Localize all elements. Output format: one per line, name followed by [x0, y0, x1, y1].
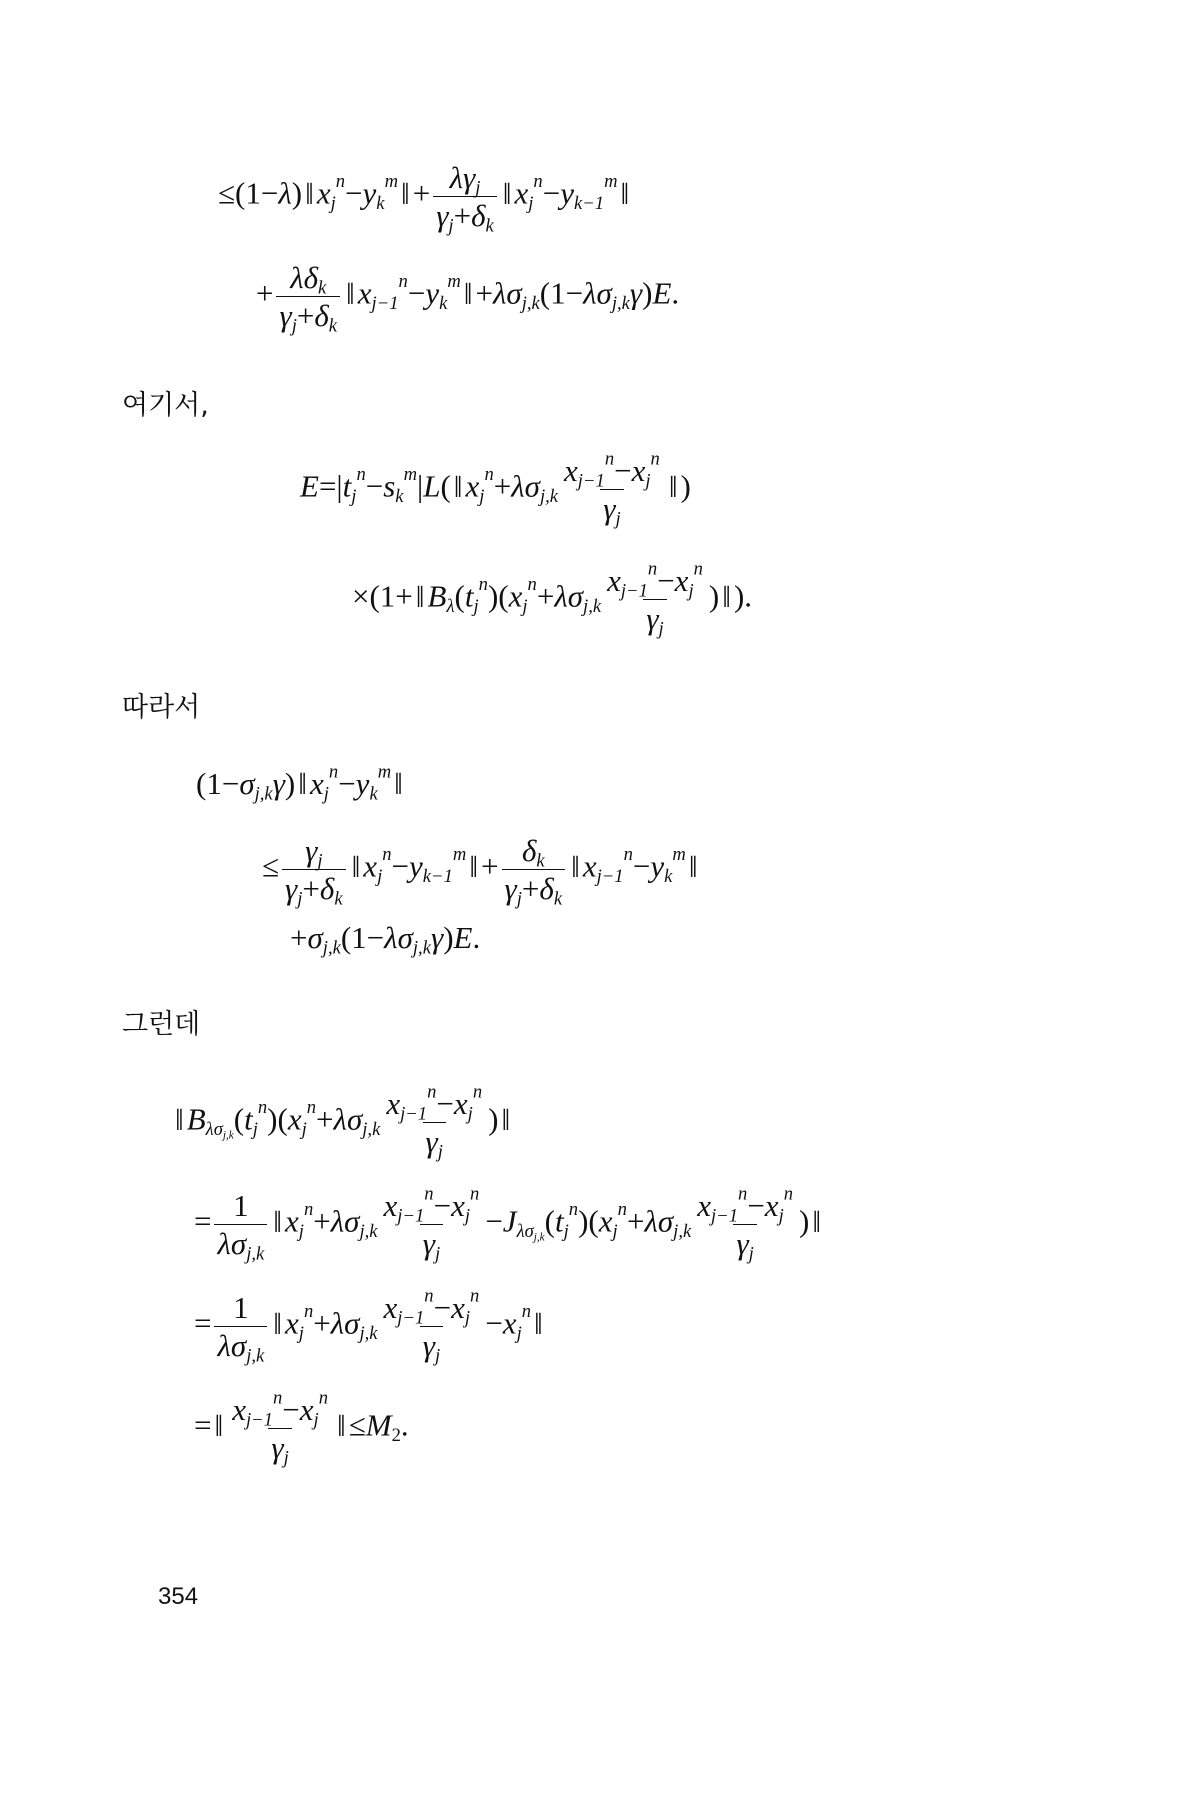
equation-4-line-2: = $\frac{1}{\lambda\sigma_{j,k}}$ $‖x_j^n+\lambda\sigma_{j,k}$ $\frac{x_{j-1}^n-x_j^n}{\gamma_j}$ $-J_{\lambda\sigma_{j,k}}(t_j^n)(x_j^n+\lambda\sigma_{j,k}$ $\frac{x_{j-1}^n-x_j^n}{\gamma_j}$ )‖: [194, 1183, 822, 1265]
equation-3-line-2: ≤ $\frac{\gamma_j}{\gamma_j+\delta_k}$ $‖x_j^n-y_{k-1}^m‖+$ $\frac{\delta_k}{\gamma_j+\delta_k}$ $‖x_{j-1}^n-y_k^m‖$: [262, 833, 698, 910]
equation-1-line-2: + $\frac{\lambda\delta_k}{\gamma_j+\delta_k}$ $‖x_{j-1}^n-y_k^m‖+\lambda\sigma_{j,k}(1-\lambda\sigma_{j,k}\gamma)E$.: [256, 260, 680, 337]
equation-E-line-1: $E=|t_j^n-s_k^m|L(‖x_j^n+\lambda\sigma_{j,k}$ $\frac{x_{j-1}^n-x_j^n}{\gamma_j}$ ‖): [300, 448, 691, 530]
equation-4-line-1: $‖B_{\lambda\sigma_{j,k}}(t_j^n)(x_j^n+\lambda\sigma_{j,k}$ $\frac{x_{j-1}^n-x_j^n}{\gamma_j}$ )‖: [175, 1081, 511, 1163]
equation-1-line-1: $\le(1-\lambda)‖x_j^n-y_k^m‖+$ $\frac{\lambda\gamma_j}{\gamma_j+\delta_k}$ $‖x_j^n-y_{k-1}^m‖$: [218, 160, 630, 237]
equation-4-line-4: =‖ $\frac{x_{j-1}^n-x_j^n}{\gamma_j}$ $‖\le M_2$.: [194, 1387, 409, 1469]
equation-E-line-2: $\times(1+‖B_\lambda(t_j^n)(x_j^n+\lambda\sigma_{j,k}$ $\frac{x_{j-1}^n-x_j^n}{\gamma_j}$ )‖).: [352, 558, 753, 640]
word-however: 그런데: [122, 1009, 201, 1040]
word-therefore: 따라서: [122, 692, 201, 723]
word-where: 여기서,: [122, 390, 209, 421]
equation-4-line-3: = $\frac{1}{\lambda\sigma_{j,k}}$ $‖x_j^n+\lambda\sigma_{j,k}$ $\frac{x_{j-1}^n-x_j^n}{\gamma_j}$ $-x_j^n‖$: [194, 1285, 543, 1367]
equation-3-line-1: $(1-\sigma_{j,k}\gamma)‖x_j^n-y_k^m‖$: [196, 761, 403, 805]
page-number: 354: [158, 1583, 199, 1610]
equation-3-line-3: $+\sigma_{j,k}(1-\lambda\sigma_{j,k}\gamma)E$.: [290, 920, 481, 959]
